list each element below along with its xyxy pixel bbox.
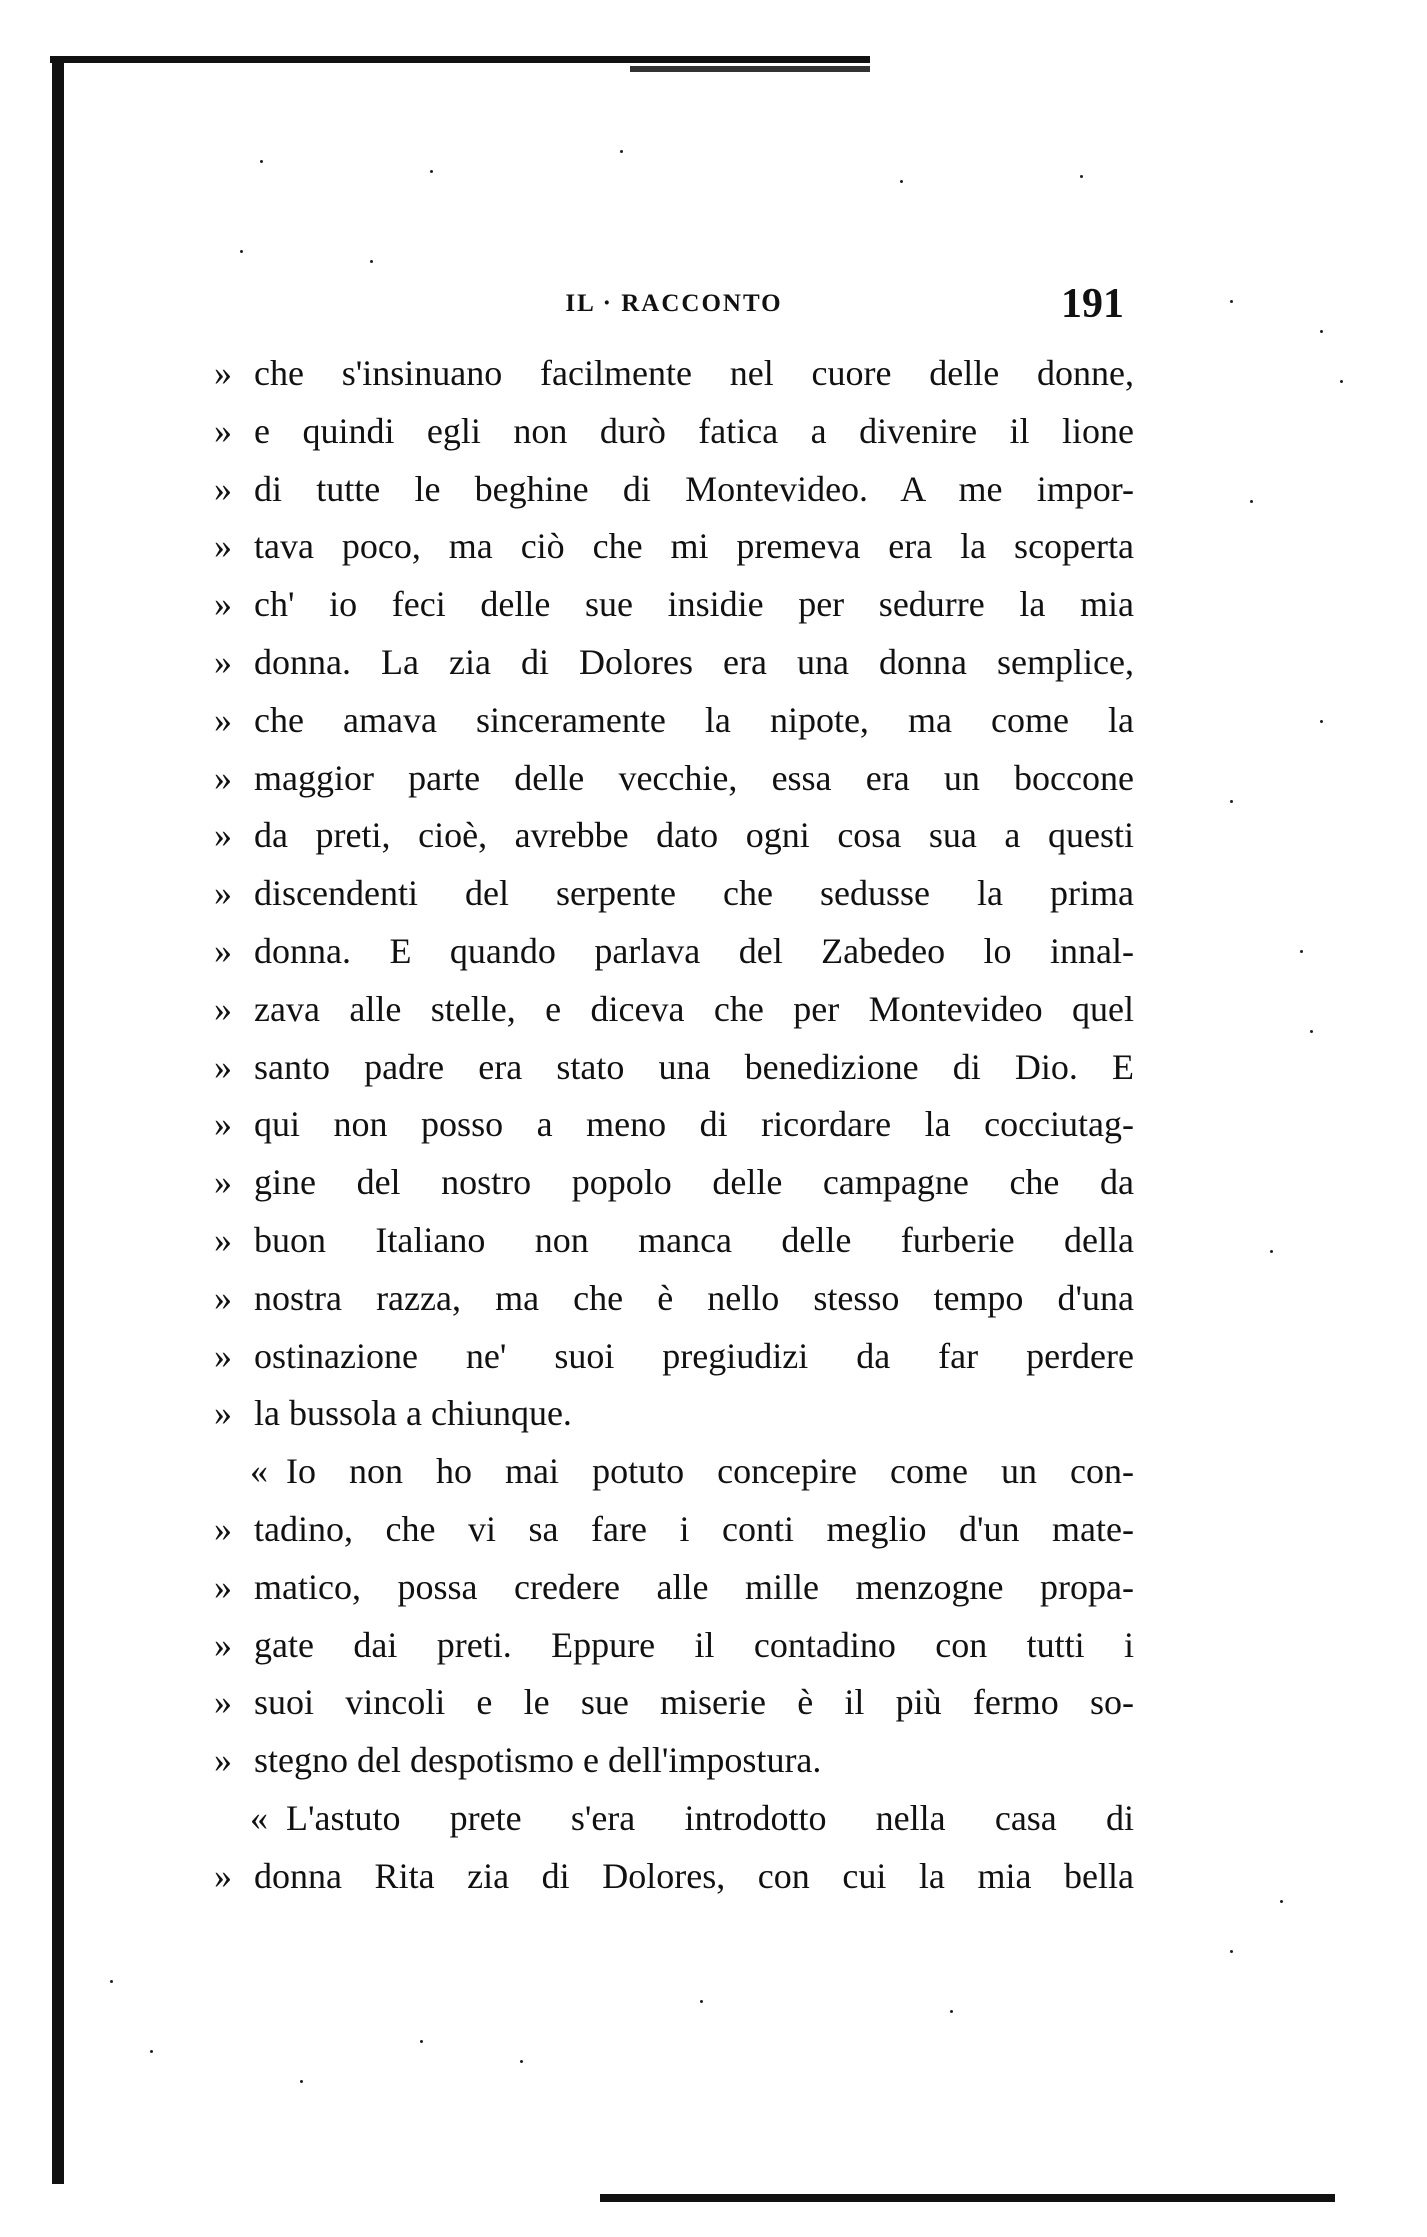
line-text: zava alle stelle, e diceva che per Montevideo quel: [254, 988, 1134, 1029]
scan-speck: [1320, 330, 1323, 333]
text-line: [214, 1039, 1134, 1097]
text-line: [214, 1096, 1134, 1154]
text-line: [214, 692, 1134, 750]
quote-mark: »: [214, 757, 232, 798]
text-line: [214, 461, 1134, 519]
quote-mark: »: [214, 1046, 232, 1087]
scan-speck: [370, 260, 373, 263]
text-line: [214, 1559, 1134, 1617]
line-text: gine del nostro popolo delle campagne che da: [254, 1162, 1134, 1203]
text-line: [214, 865, 1134, 923]
quote-mark: »: [214, 526, 232, 567]
line-text: maggior parte delle vecchie, essa era un boccone: [254, 757, 1134, 798]
quote-mark: »: [214, 1104, 232, 1145]
quote-mark: »: [214, 1682, 232, 1723]
scan-speck: [520, 2060, 523, 2063]
quote-mark: »: [214, 1508, 232, 1549]
text-line: [214, 1385, 1134, 1443]
scan-speck: [950, 2010, 953, 2013]
line-text: tadino, che vi sa fare i conti meglio d'un mate-: [254, 1508, 1134, 1549]
line-text: santo padre era stato una benedizione di Dio. E: [254, 1046, 1134, 1087]
quote-mark: »: [214, 1624, 232, 1665]
text-line: [214, 1328, 1134, 1386]
line-text: che amava sinceramente la nipote, ma come la: [254, 699, 1134, 740]
text-line: [214, 1790, 1134, 1848]
line-text: da preti, cioè, avrebbe dato ogni cosa sua a questi: [254, 815, 1134, 856]
scan-speck: [150, 2050, 153, 2053]
line-text: donna. La zia di Dolores era una donna semplice,: [254, 641, 1134, 682]
line-text: buon Italiano non manca delle furberie della: [254, 1219, 1134, 1260]
text-line: [214, 1443, 1134, 1501]
text-line: [214, 1732, 1134, 1790]
text-line: [214, 1212, 1134, 1270]
quote-mark: »: [214, 1855, 232, 1896]
line-text: L'astuto prete s'era introdotto nella casa di: [286, 1797, 1134, 1838]
page-body-text: [214, 345, 1134, 1906]
scan-speck: [260, 160, 263, 163]
scan-speck: [1340, 380, 1343, 383]
line-text: tava poco, ma ciò che mi premeva era la scoperta: [254, 526, 1134, 567]
scan-speck: [1320, 720, 1323, 723]
line-text: gate dai preti. Eppure il contadino con tutti i: [254, 1624, 1134, 1665]
line-text: ostinazione ne' suoi pregiudizi da far perdere: [254, 1335, 1134, 1376]
line-text: di tutte le beghine di Montevideo. A me impor-: [254, 468, 1134, 509]
scan-speck: [1230, 800, 1233, 803]
text-line: [214, 1848, 1134, 1906]
running-title: IL · RACCONTO: [565, 290, 783, 317]
quote-mark: »: [214, 1335, 232, 1376]
line-text: discendenti del serpente che sedusse la prima: [254, 873, 1134, 914]
quote-mark: »: [214, 930, 232, 971]
line-text: Io non ho mai potuto concepire come un con-: [286, 1451, 1134, 1492]
text-line: [214, 1674, 1134, 1732]
text-line: [214, 1617, 1134, 1675]
quote-mark: »: [214, 1277, 232, 1318]
quote-mark: »: [214, 641, 232, 682]
quote-mark: »: [214, 1393, 232, 1434]
scan-speck: [1230, 1950, 1233, 1953]
scan-speck: [430, 170, 433, 173]
line-text: la bussola a chiunque.: [254, 1393, 572, 1434]
text-line: [214, 750, 1134, 808]
quote-mark: «: [250, 1451, 268, 1492]
scan-speck: [1310, 1030, 1313, 1033]
scan-speck: [300, 2080, 303, 2083]
text-line: [214, 1270, 1134, 1328]
scan-speck: [420, 2040, 423, 2043]
quote-mark: »: [214, 1740, 232, 1781]
scan-speck: [700, 2000, 703, 2003]
quote-mark: »: [214, 353, 232, 393]
line-text: suoi vincoli e le sue miserie è il più fermo so-: [254, 1682, 1134, 1723]
text-line: [214, 518, 1134, 576]
scan-speck: [110, 1980, 113, 1983]
line-text: nostra razza, ma che è nello stesso tempo d'una: [254, 1277, 1134, 1318]
scan-speck: [1300, 950, 1303, 953]
bottom-border-line: [600, 2194, 1335, 2202]
text-line: [214, 807, 1134, 865]
quote-mark: »: [214, 815, 232, 856]
scan-speck: [900, 180, 903, 183]
line-text: matico, possa credere alle mille menzogne propa-: [254, 1566, 1134, 1607]
text-line: [214, 1501, 1134, 1559]
quote-mark: »: [214, 699, 232, 740]
text-line: [214, 576, 1134, 634]
page-header: [214, 280, 1134, 330]
page-number: 191: [1061, 281, 1124, 327]
line-text: ch' io feci delle sue insidie per sedurre la mia: [254, 584, 1134, 625]
scan-speck: [1270, 1250, 1273, 1253]
line-text: stegno del despotismo e dell'impostura.: [254, 1740, 822, 1781]
scan-speck: [1280, 1900, 1283, 1903]
quote-mark: »: [214, 1219, 232, 1260]
page-edge-border: [52, 56, 64, 2184]
quote-mark: »: [214, 410, 232, 451]
quote-mark: »: [214, 468, 232, 509]
text-line: [214, 634, 1134, 692]
text-line: [214, 1154, 1134, 1212]
line-text: donna. E quando parlava del Zabedeo lo innal-: [254, 930, 1134, 971]
line-text: donna Rita zia di Dolores, con cui la mia bella: [254, 1855, 1134, 1896]
scan-speck: [1080, 175, 1083, 178]
scan-speck: [240, 250, 243, 253]
quote-mark: »: [214, 1566, 232, 1607]
text-line: [214, 981, 1134, 1039]
top-border-smudge: [630, 66, 870, 72]
line-text: e quindi egli non durò fatica a divenire il lione: [254, 410, 1134, 451]
line-text: qui non posso a meno di ricordare la cocciutag-: [254, 1104, 1134, 1145]
quote-mark: «: [250, 1797, 268, 1838]
quote-mark: »: [214, 873, 232, 914]
text-line: [214, 403, 1134, 461]
line-text: che s'insinuano facilmente nel cuore delle donne,: [254, 353, 1134, 393]
scan-speck: [1250, 500, 1253, 503]
scan-speck: [620, 150, 623, 153]
quote-mark: »: [214, 1162, 232, 1203]
text-line: [214, 923, 1134, 981]
scan-speck: [1230, 300, 1233, 303]
quote-mark: »: [214, 584, 232, 625]
quote-mark: »: [214, 988, 232, 1029]
text-line: [214, 345, 1134, 403]
top-border-line: [50, 56, 870, 63]
